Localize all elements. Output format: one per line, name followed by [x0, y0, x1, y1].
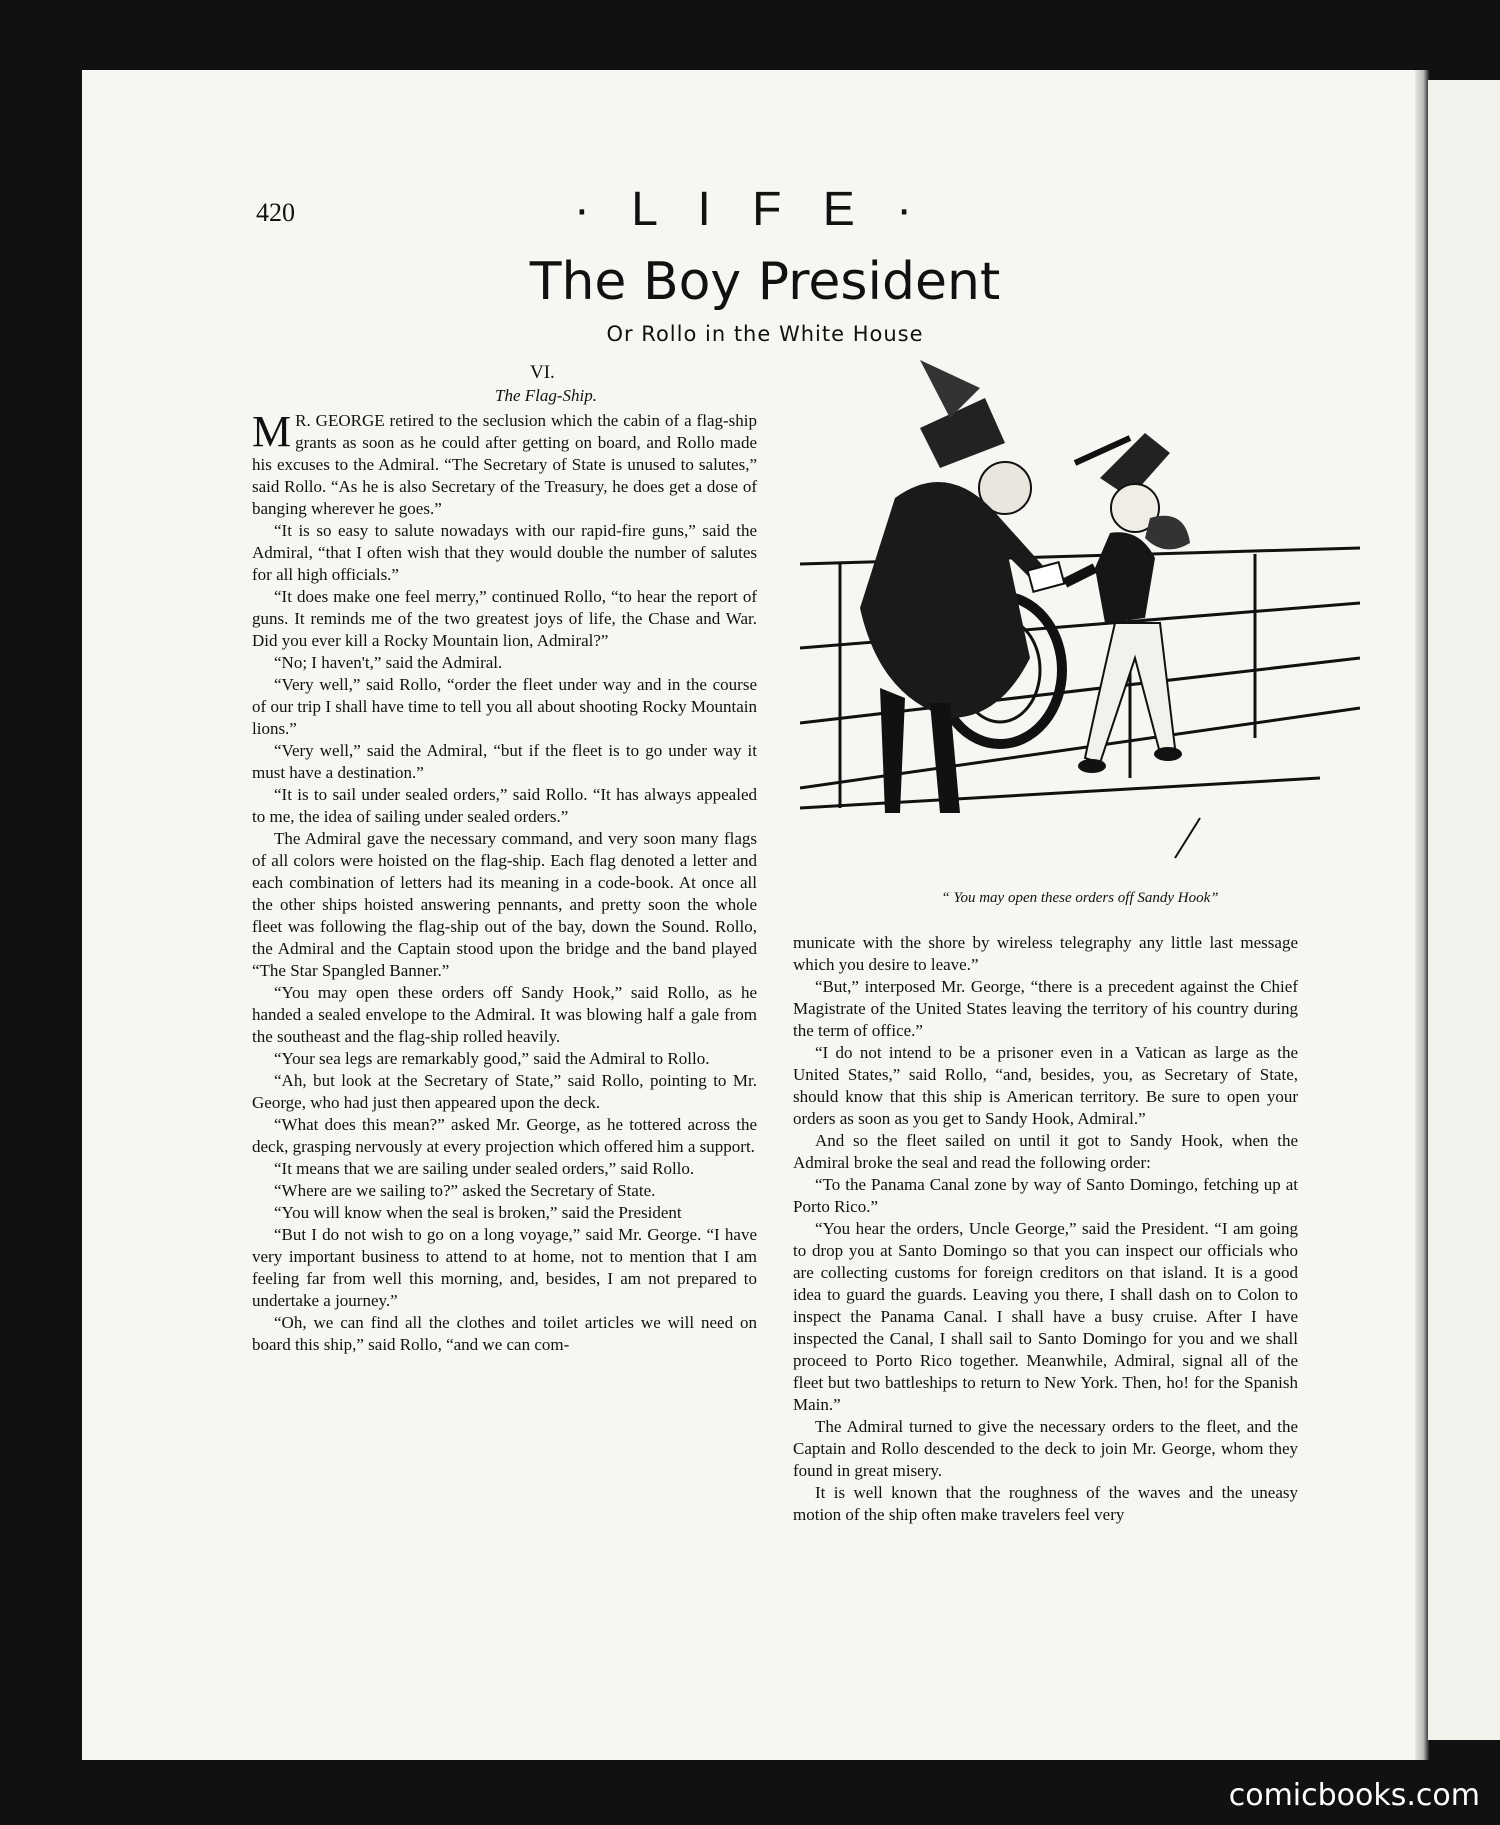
article-subtitle: Or Rollo in the White House	[606, 322, 924, 346]
watermark: comicbooks.com	[1228, 1778, 1480, 1813]
paragraph: “No; I haven't,” said the Admiral.	[274, 653, 503, 672]
chapter-title: The Flag-Ship.	[495, 386, 597, 405]
opening-text: R. GEORGE retired to the seclusion which the cabin of a flag-ship grants as soon as he could after getting on board, and Rollo made his excuses to the Admiral. “The Secretary of State is unused to salutes,” said Rollo. “As he is also Secretary of the Treasury, he does get a dose of banging wherever he goes.”	[252, 411, 757, 518]
drop-cap: M	[252, 407, 292, 456]
paragraph: “But,” interposed Mr. George, “there is a precedent against the Chief Magistrate of the United States leaving the territory of his country during the term of office.”	[793, 977, 1298, 1040]
page-number: 420	[256, 198, 295, 227]
text-column-left	[252, 407, 757, 1356]
paragraph: “To the Panama Canal zone by way of Santo Domingo, fetching up at Porto Rico.”	[793, 1175, 1298, 1216]
paragraph: “I do not intend to be a prisoner even in a Vatican as large as the United States,” said Rollo, “and, besides, you, as Secretary of State, should know that this ship is American territory. Be sure to open your orders as soon as you get to Sandy Hook, Admiral.”	[793, 1043, 1298, 1128]
rollo-figure	[1065, 433, 1190, 773]
paragraph: “It does make one feel merry,” continued Rollo, “to hear the report of guns. It reminds me of the two greatest joys of life, the Chase and War. Did you ever kill a Rocky Mountain lion, Admiral?”	[252, 587, 757, 650]
paragraph: “You will know when the seal is broken,” said the President	[274, 1203, 682, 1222]
text-column-right	[793, 932, 1298, 1526]
paragraph: “It is to sail under sealed orders,” said Rollo. “It has always appealed to me, the idea of sailing under sealed orders.”	[252, 785, 757, 826]
paragraph: “But I do not wish to go on a long voyage,” said Mr. George. “I have very important business to attend to at home, not to mention that I am feeling far from well this morning, and, besides, I am not prepared to undertake a journey.”	[252, 1225, 757, 1310]
paragraph: The Admiral gave the necessary command, and very soon many flags of all colors were hoisted on the flag-ship. Each flag denoted a letter and each combination of letters had its meaning in a code-book. At once all the other ships hoisted answering pennants, and pretty soon the whole fleet was following the flag-ship out of the bay, down the Sound. Rollo, the Admiral and the Captain stood upon the bridge and the band played “The Star Spangled Banner.”	[252, 829, 757, 980]
paragraph: “Your sea legs are remarkably good,” said the Admiral to Rollo.	[274, 1049, 710, 1068]
illustration-caption: “ You may open these orders off Sandy Hook”	[941, 890, 1219, 906]
illustration-admiral-and-rollo	[800, 358, 1360, 883]
article-title: The Boy President	[529, 252, 1001, 312]
paragraph: “Oh, we can find all the clothes and toilet articles we will need on board this ship,” said Rollo, “and we can com-	[252, 1313, 757, 1354]
paragraph: “What does this mean?” asked Mr. George, as he tottered across the deck, grasping nervously at every projection which offered him a support.	[252, 1115, 757, 1156]
paragraph: “You hear the orders, Uncle George,” said the President. “I am going to drop you at Santo Domingo so that you can inspect our officials who are collecting customs for foreign creditors on that island. It is a good idea to guard the guards. Leaving you there, I shall dash on to Colon to inspect the Panama Canal. I shall have a busy cruise. After I have inspected the Canal, I shall sail to Santo Domingo for you and we shall proceed to Porto Rico together. Meanwhile, Admiral, signal all of the fleet but two battleships to return to New York. Then, ho! for the Spanish Main.”	[793, 1219, 1298, 1414]
paragraph: “Ah, but look at the Secretary of State,” said Rollo, pointing to Mr. George, who had just then appeared upon the deck.	[252, 1071, 757, 1112]
paragraph: And so the fleet sailed on until it got to Sandy Hook, when the Admiral broke the seal and read the following order:	[793, 1131, 1298, 1172]
paragraph: The Admiral turned to give the necessary orders to the fleet, and the Captain and Rollo descended to the deck to join Mr. George, whom they found in great misery.	[793, 1417, 1298, 1480]
paragraph: “It means that we are sailing under sealed orders,” said Rollo.	[274, 1159, 695, 1178]
chapter-number: VI.	[530, 362, 555, 383]
paragraph: “Very well,” said Rollo, “order the fleet under way and in the course of our trip I shall have time to tell you all about shooting Rocky Mountain lions.”	[252, 675, 757, 738]
opening-paragraph	[252, 407, 757, 520]
paragraph: “Where are we sailing to?” asked the Secretary of State.	[274, 1181, 656, 1200]
paragraph: “It is so easy to salute nowadays with our rapid-fire guns,” said the Admiral, “that I often wish that they would double the number of salutes for all high officials.”	[252, 521, 757, 584]
paragraph: municate with the shore by wireless telegraphy any little last message which you desire to leave.”	[793, 933, 1298, 974]
paragraph: “Very well,” said the Admiral, “but if the fleet is to go under way it must have a destination.”	[252, 741, 757, 782]
paragraph: It is well known that the roughness of the waves and the uneasy motion of the ship often make travelers feel very	[793, 1483, 1298, 1524]
masthead: · L I F E ·	[573, 183, 927, 236]
paragraph: “You may open these orders off Sandy Hook,” said Rollo, as he handed a sealed envelope to the Admiral. It was blowing half a gale from the southeast and the flag-ship rolled heavily.	[252, 983, 757, 1046]
